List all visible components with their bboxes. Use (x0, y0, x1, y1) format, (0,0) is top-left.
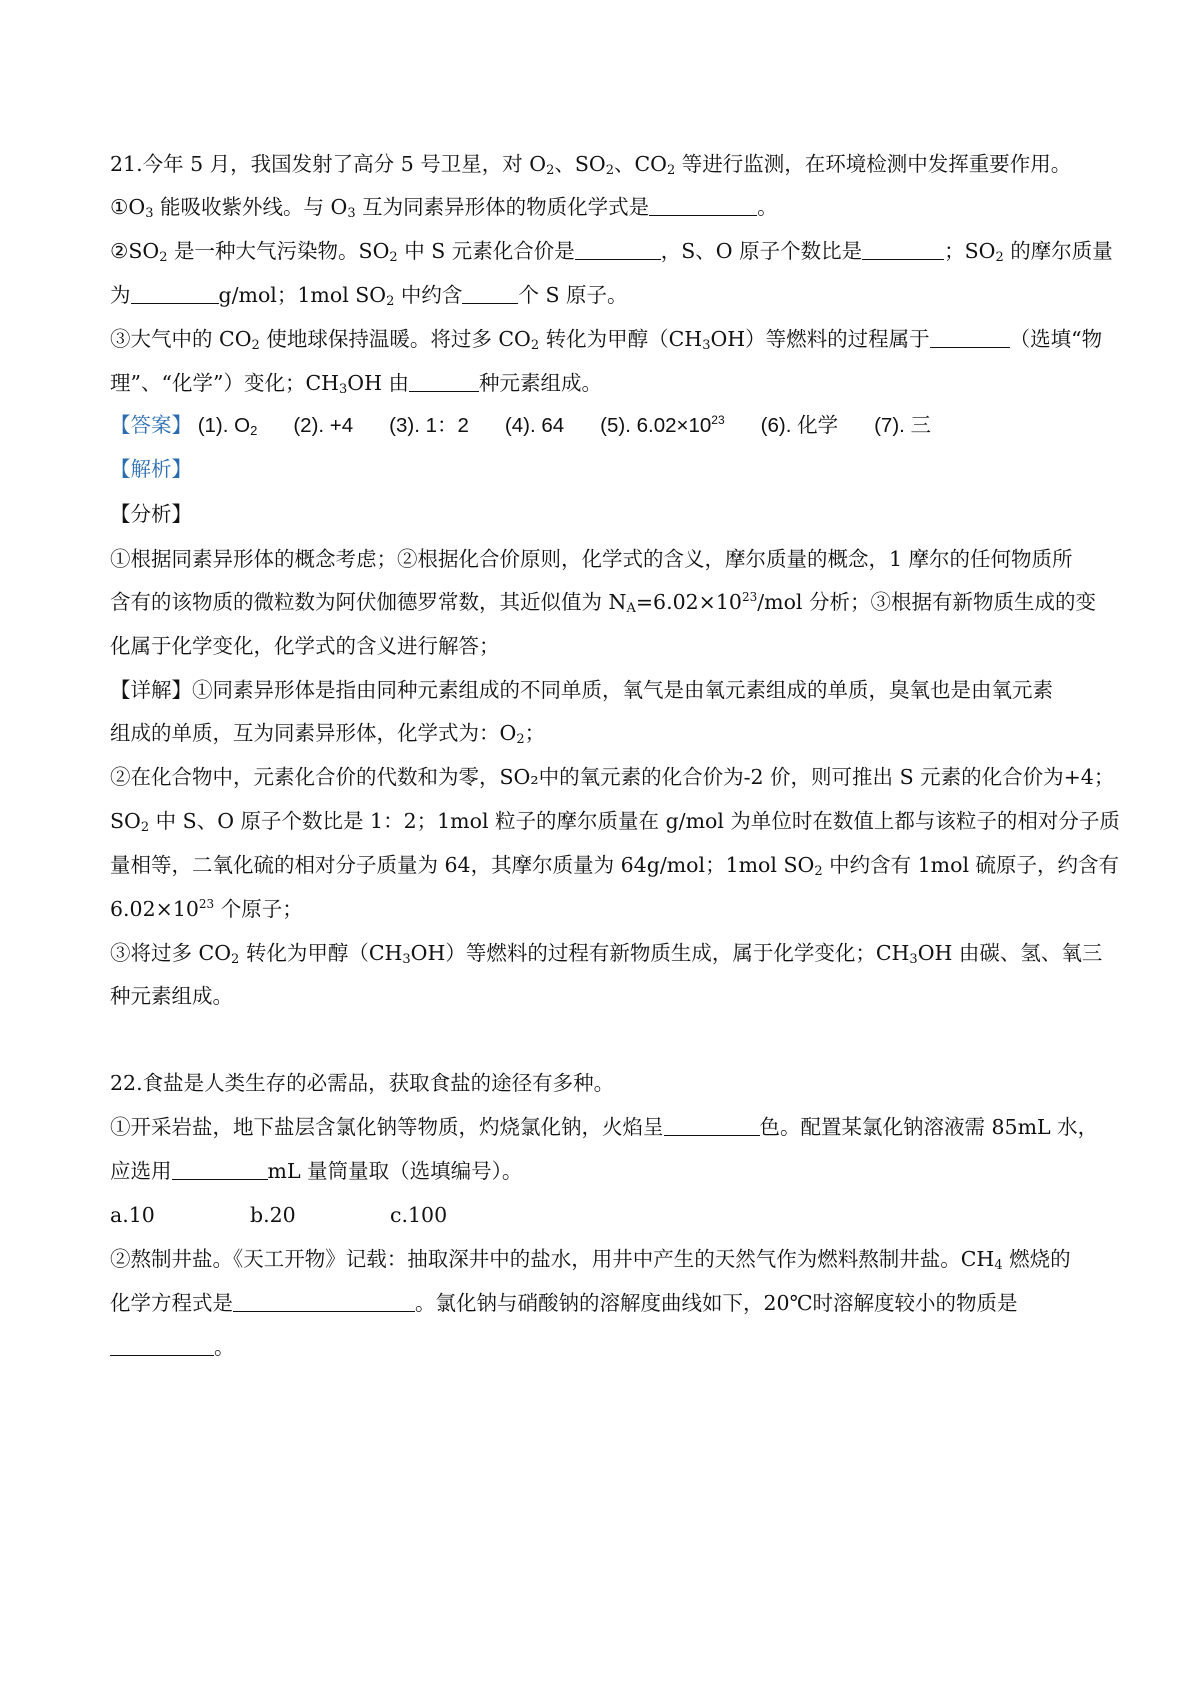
detail-line4: $SO_2$ 中 S、O 原子个数比是 1：2；1mol 粒子的摩尔质量在 g/mol 为单位时在数值上都与该粒子的相对分子质 (110, 809, 1120, 835)
q21-stem: 21.今年 5 月，我国发射了高分 5 号卫星，对 $O_2$、$SO_2$、$CO_2$ 等进行监测，在环境检测中发挥重要作用。 (110, 152, 1072, 178)
q22-part2-line3: 。 (110, 1333, 235, 1361)
analysis-tag: 【解析】 (110, 458, 192, 481)
answer-blank[interactable] (575, 239, 661, 260)
option-b: b.20 (250, 1203, 296, 1227)
q21-part3-line1: ③大气中的 $CO_2$ 使地球保持温暖。将过多 $CO_2$ 转化为甲醇$(CH_3OH)$等燃料的过程属于 （选填“物 (110, 327, 1103, 353)
q22-part1-line1: ①开采岩盐，地下盐层含氯化钠等物质，灼烧氯化钠，火焰呈 色。配置某氯化钠溶液需 85mL 水， (110, 1115, 1099, 1139)
q22-stem: 22.食盐是人类生存的必需品，获取食盐的途径有多种。 (110, 1071, 615, 1095)
detail-line8: 种元素组成。 (110, 984, 233, 1008)
q22-part2-line1: ②熬制井盐。《天工开物》记载：抽取深井中的盐水，用井中产生的天然气作为燃料熬制井盐。$CH_4$ 燃烧的 (110, 1247, 1071, 1273)
answer-blank[interactable] (862, 239, 944, 260)
answer-blank[interactable] (462, 283, 518, 304)
answer-blank[interactable] (233, 1291, 415, 1312)
answer-item: (5). $6.02\times 10^{23}$ (600, 413, 725, 437)
option-a: a.10 (110, 1203, 155, 1227)
detail-line3: ②在化合物中，元素化合价的代数和为零，SO₂中的氧元素的化合价为-2 价，则可推出 S 元素的化合价为+4； (110, 765, 1115, 789)
answer-blank[interactable] (409, 371, 479, 392)
detail-line2: 组成的单质，互为同素异形体，化学式为：$O_2$； (110, 721, 546, 747)
answer-row (110, 412, 967, 440)
q21-part1: $①O_3$ 能吸收紫外线。与 $O_3$ 互为同素异形体的物质化学式是 。 (110, 195, 778, 221)
q22-part2-line2: 化学方程式是 。氯化钠与硝酸钠的溶解度曲线如下，20℃时溶解度较小的物质是 (110, 1291, 1018, 1315)
fenxi-line2: 含有的该物质的微粒数为阿伏伽德罗常数，其近似值为 $N_A=6.02\times 10^{23}$/mol 分析；③根据有新物质生成的变 (110, 590, 1096, 616)
fenxi-line3: 化属于化学变化，化学式的含义进行解答； (110, 634, 500, 658)
answer-item: (3). 1：2 (389, 414, 469, 437)
answer-blank[interactable] (664, 1115, 760, 1136)
analysis-tag-line (110, 456, 192, 484)
fenxi-line1: ①根据同素异形体的概念考虑；②根据化合价原则，化学式的含义，摩尔质量的概念，1 摩尔的任何物质所 (110, 547, 1073, 571)
answer-item: (1). $O_2$ (197, 414, 258, 438)
answer-tag: 【答案】 (110, 414, 192, 437)
answer-blank[interactable] (110, 1335, 214, 1356)
q21-part3-line2: 理”、“化学”）变化；$CH_3OH$ 由 种元素组成。 (110, 371, 602, 397)
answer-item: (4). 64 (504, 414, 565, 437)
detail-line5: 量相等，二氧化硫的相对分子质量为 64，其摩尔质量为 64g/mol；1mol $SO_2$ 中约含有 1mol 硫原子，约含有 (110, 853, 1120, 879)
detail-line6: $6.02\times 10^{23}$ 个原子； (110, 897, 303, 921)
answer-item: (6). 化学 (760, 414, 839, 437)
q22-options (110, 1201, 530, 1229)
q21-part2-line2: 为 g/mol；1mol $SO_2$ 中约含 个 S 原子。 (110, 283, 628, 309)
answer-blank[interactable] (172, 1159, 268, 1180)
fenxi-heading: 【分析】 (110, 502, 192, 526)
answer-blank[interactable] (131, 283, 219, 304)
answer-item: (7). 三 (874, 414, 932, 437)
option-c: c.100 (390, 1203, 448, 1227)
detail-line1: 【详解】①同素异形体是指由同种元素组成的不同单质，氧气是由氧元素组成的单质，臭氧也是由氧元素 (110, 678, 1053, 702)
answer-item: (2). +4 (293, 414, 354, 437)
q22-part1-line2: 应选用 mL 量筒量取（选填编号）。 (110, 1159, 523, 1183)
answer-blank[interactable] (930, 327, 1010, 348)
q21-part2-line1: $②SO_2$ 是一种大气污染物。$SO_2$ 中 S 元素化合价是 ，S、O 原子个数比是 ；$SO_2$ 的摩尔质量 (110, 239, 1113, 265)
detail-line7: ③将过多 $CO_2$ 转化为甲醇$(CH_3OH)$等燃料的过程有新物质生成，属于化学变化；$CH_3OH$ 由碳、氢、氧三 (110, 941, 1103, 967)
answer-blank[interactable] (649, 195, 757, 216)
